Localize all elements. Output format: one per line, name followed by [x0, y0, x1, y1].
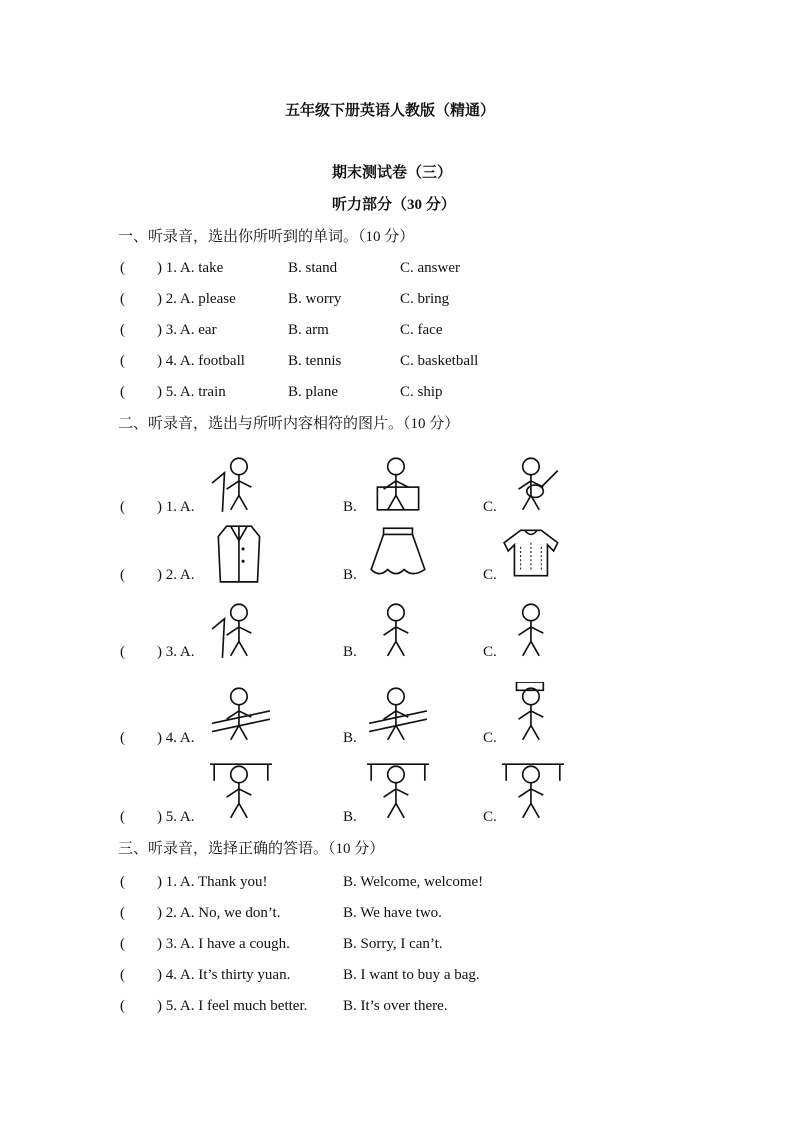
picture-coat — [208, 522, 274, 584]
option-a-label: ) 1. A. — [157, 499, 195, 515]
option-a-label: ) 3. A. — [157, 644, 195, 660]
picture-sweater — [500, 522, 566, 584]
option-a: ) 2. A. please — [157, 291, 236, 307]
answer-blank[interactable]: ( — [120, 644, 125, 660]
option-c-label: C. — [483, 567, 497, 583]
picture-guitar-player — [500, 452, 566, 514]
option-b: B. tennis — [288, 353, 342, 369]
option-a: ) 4. A. It’s thirty yuan. — [157, 967, 291, 983]
option-a: ) 3. A. ear — [157, 322, 217, 338]
series-title: 五年级下册英语人教版（精通） — [285, 103, 496, 119]
exam-title: 期末测试卷（三） — [332, 165, 453, 181]
option-c: C. face — [400, 322, 443, 338]
option-a: ) 5. A. train — [157, 384, 226, 400]
option-c-label: C. — [483, 730, 497, 746]
option-c-label: C. — [483, 644, 497, 660]
picture-girl-dancing — [365, 598, 431, 660]
option-b: B. arm — [288, 322, 329, 338]
option-b: B. I want to buy a bag. — [343, 967, 480, 983]
answer-blank[interactable]: ( — [120, 567, 125, 583]
option-b-label: B. — [343, 499, 357, 515]
option-b: B. Welcome, welcome! — [343, 874, 484, 890]
picture-kids-talking-park — [500, 760, 566, 822]
picture-badminton — [208, 682, 274, 744]
picture-skirt — [365, 522, 431, 584]
option-c: C. bring — [400, 291, 450, 307]
answer-blank[interactable]: ( — [120, 353, 125, 369]
option-b: B. worry — [288, 291, 342, 307]
option-b: B. Sorry, I can’t. — [343, 936, 443, 952]
picture-girl-singing — [500, 598, 566, 660]
option-c-label: C. — [483, 499, 497, 515]
option-c-label: C. — [483, 809, 497, 825]
option-b: B. stand — [288, 260, 338, 276]
option-b: B. It’s over there. — [343, 998, 448, 1014]
option-a: ) 2. A. No, we don’t. — [157, 905, 281, 921]
answer-blank[interactable]: ( — [120, 874, 125, 890]
answer-blank[interactable]: ( — [120, 384, 125, 400]
picture-piano-player — [365, 452, 431, 514]
picture-basketball — [500, 682, 566, 744]
answer-blank[interactable]: ( — [120, 322, 125, 338]
answer-blank[interactable]: ( — [120, 936, 125, 952]
option-b-label: B. — [343, 644, 357, 660]
picture-kids-drawing-park — [208, 760, 274, 822]
answer-blank[interactable]: ( — [120, 499, 125, 515]
option-a: ) 3. A. I have a cough. — [157, 936, 290, 952]
option-a: ) 4. A. football — [157, 353, 245, 369]
option-a-label: ) 4. A. — [157, 730, 195, 746]
answer-blank[interactable]: ( — [120, 998, 125, 1014]
option-b: B. plane — [288, 384, 338, 400]
section1-heading: 一、听录音，选出你所听到的单词。（10 分） — [118, 229, 415, 245]
option-b-label: B. — [343, 730, 357, 746]
option-a-label: ) 5. A. — [157, 809, 195, 825]
picture-girl-painting — [208, 598, 274, 660]
option-a: ) 1. A. Thank you! — [157, 874, 268, 890]
answer-blank[interactable]: ( — [120, 291, 125, 307]
option-a: ) 5. A. I feel much better. — [157, 998, 308, 1014]
picture-boy-sweeping — [365, 760, 431, 822]
option-c: C. answer — [400, 260, 460, 276]
answer-blank[interactable]: ( — [120, 260, 125, 276]
option-b-label: B. — [343, 567, 357, 583]
option-a-label: ) 2. A. — [157, 567, 195, 583]
answer-blank[interactable]: ( — [120, 730, 125, 746]
section2-heading: 二、听录音，选出与所听内容相符的图片。（10 分） — [118, 416, 460, 432]
part-title: 听力部分（30 分） — [332, 197, 456, 213]
section3-heading: 三、听录音，选择正确的答语。（10 分） — [118, 841, 385, 857]
option-b-label: B. — [343, 809, 357, 825]
picture-volleyball — [365, 682, 431, 744]
option-b: B. We have two. — [343, 905, 442, 921]
answer-blank[interactable]: ( — [120, 967, 125, 983]
answer-blank[interactable]: ( — [120, 809, 125, 825]
option-c: C. basketball — [400, 353, 479, 369]
picture-violin-player — [208, 452, 274, 514]
option-a: ) 1. A. take — [157, 260, 224, 276]
answer-blank[interactable]: ( — [120, 905, 125, 921]
option-c: C. ship — [400, 384, 443, 400]
